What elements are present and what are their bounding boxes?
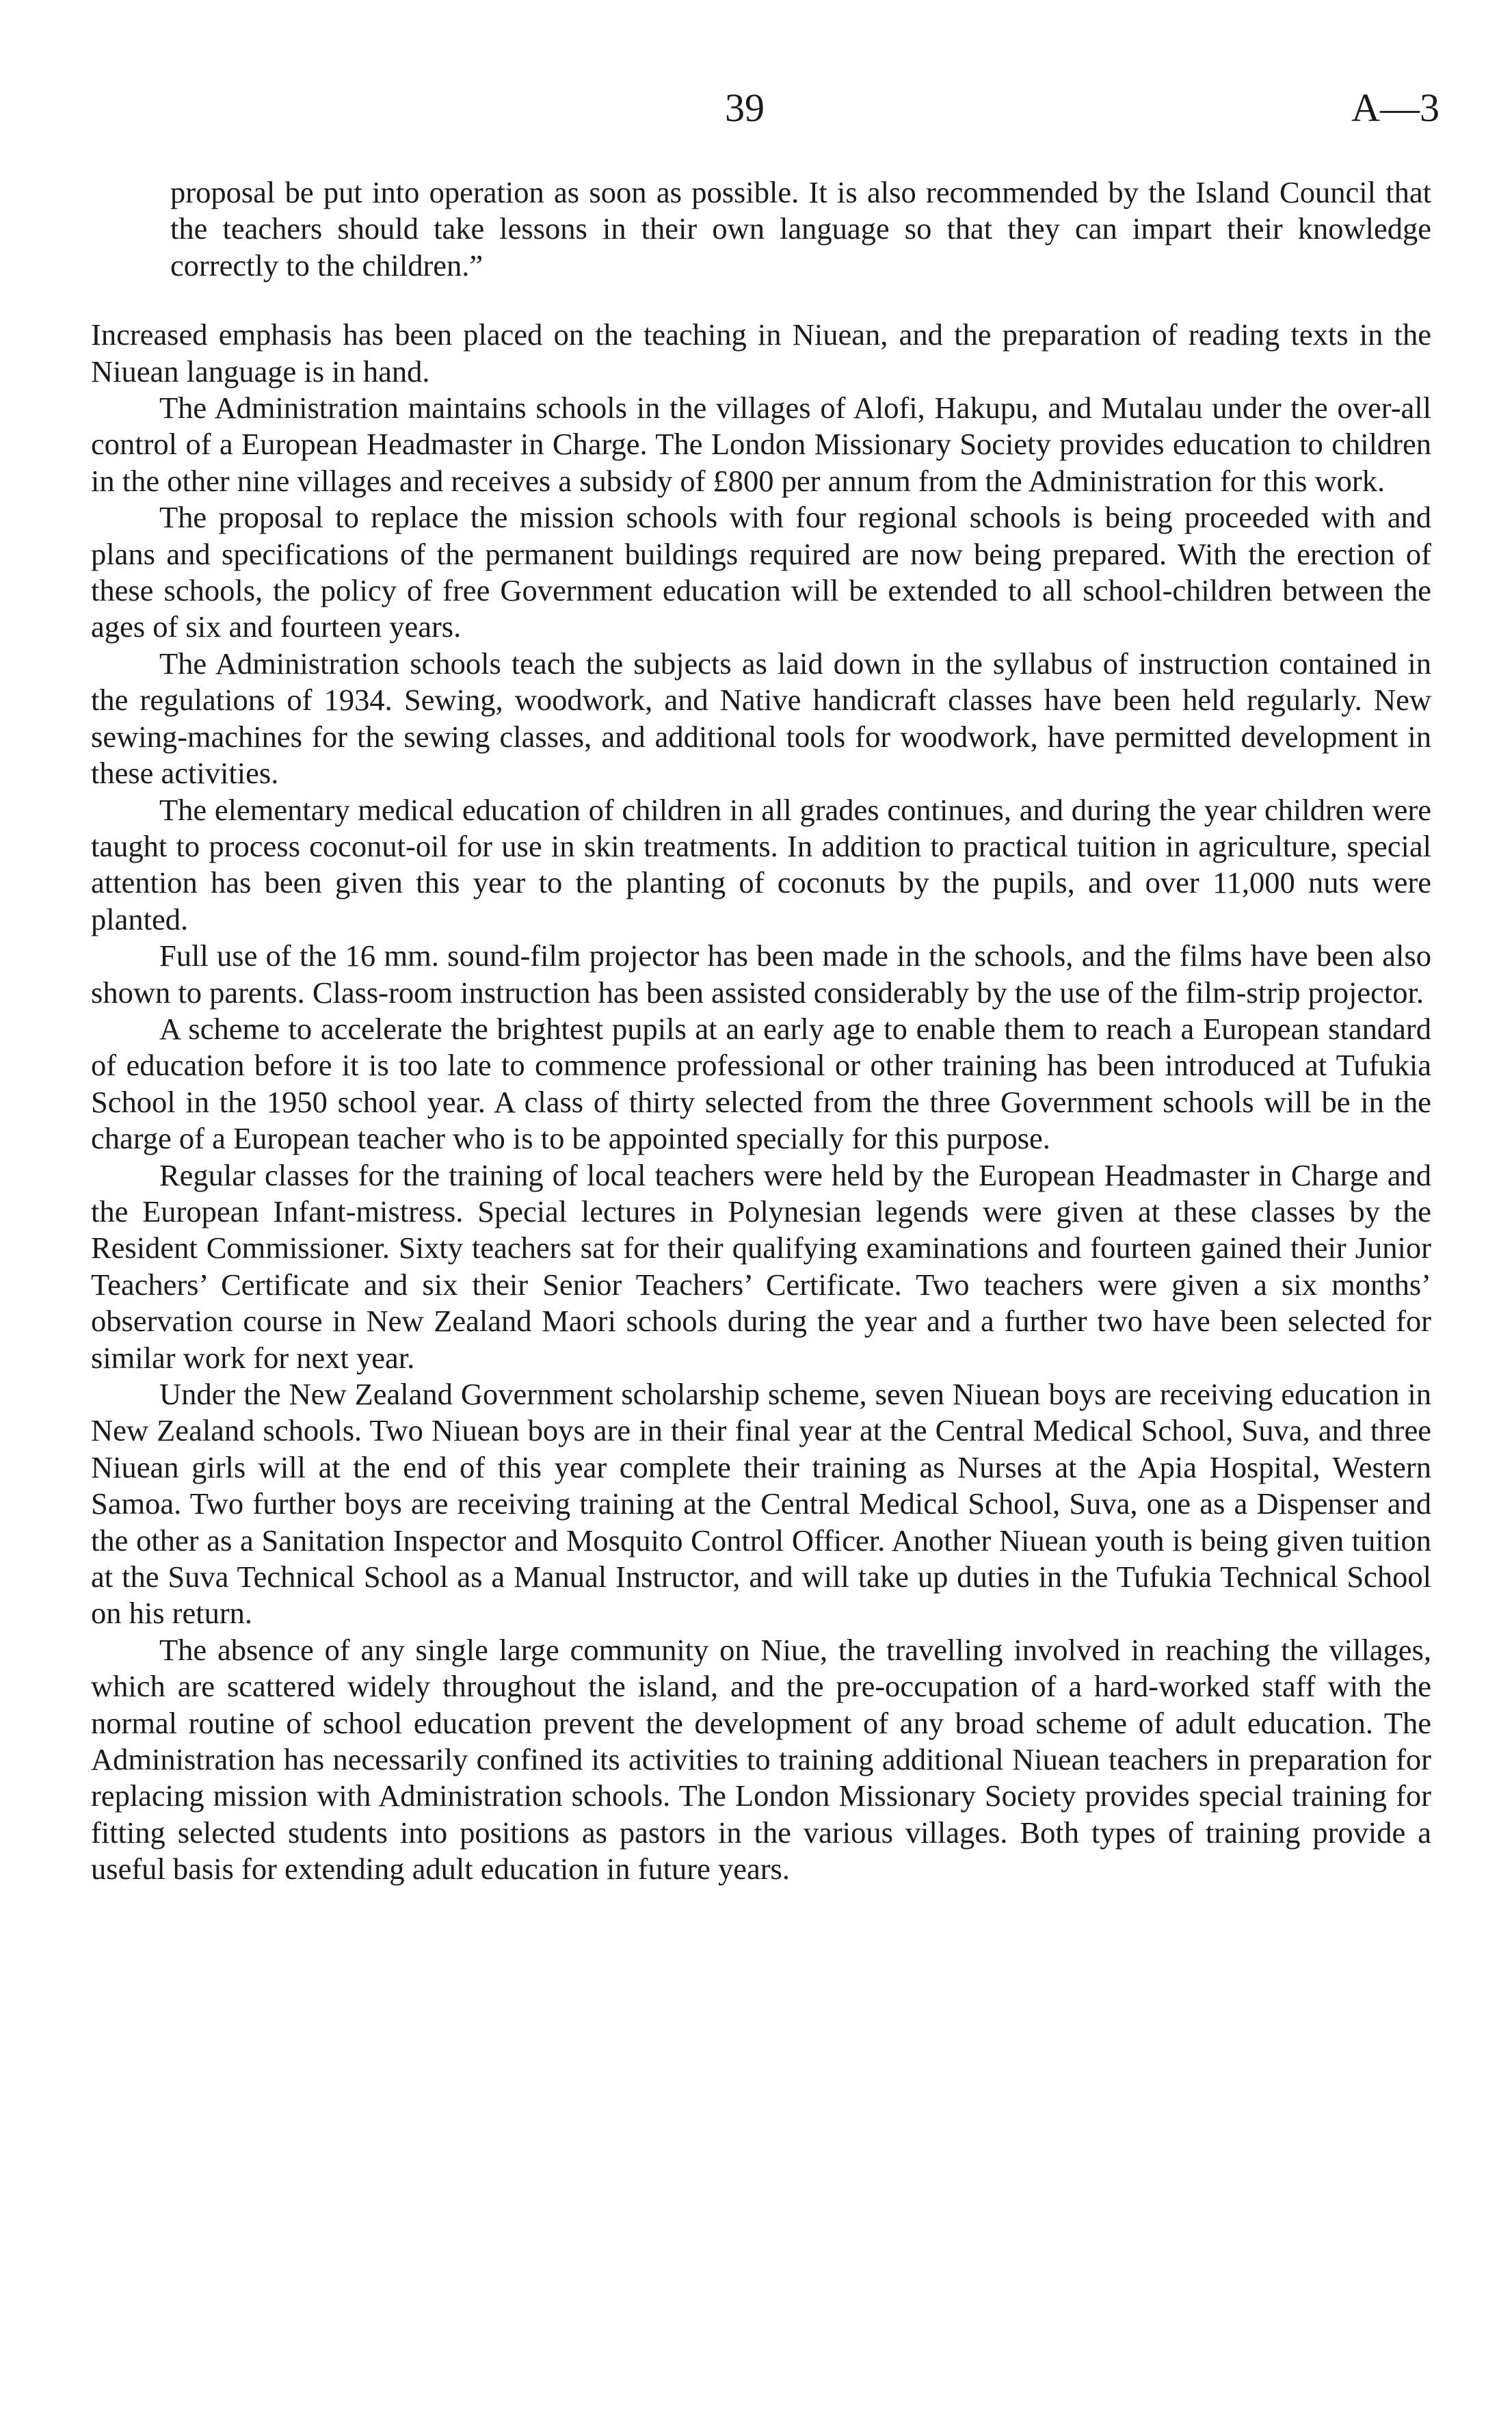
paragraph-administration-schools: The Administration maintains schools in the villages of Alofi, Hakupu, and Mutalau under the over-all control of a European Headmaster in Charge. The London Missionary Society provides education to children in the other nine villages and receives a subsidy of £800 per annum from the Administration for this work. xyxy=(91,391,1431,498)
paragraph-adult-education: The absence of any single large community on Niue, the travelling involved in reaching the villages, which are scattered widely throughout the island, and the pre-occupation of a hard-worked staff with the normal routine of school education prevent the development of any broad scheme of adult education. The Administration has necessarily confined its activities to training additional Niuean teachers in preparation for replacing mission with Administration schools. The London Missionary Society provides special training for fitting selected students into positions as pastors in the various villages. Both types of training provide a useful basis for extending adult education in future years. xyxy=(91,1632,1431,1887)
paragraph-film-projector: Full use of the 16 mm. sound-film projector has been made in the schools, and the films have been also shown to parents. Class-room instruction has been assisted considerably by the use of the film-strip projector. xyxy=(91,938,1431,1010)
body-text xyxy=(91,174,1431,1888)
paragraph-syllabus: The Administration schools teach the subjects as laid down in the syllabus of instruction contained in the regulations of 1934. Sewing, woodwork, and Native handicraft classes have been held regularly. New sewing-machines for the sewing classes, and additional tools for woodwork, have permitted development in these activities. xyxy=(91,646,1431,791)
paragraph-niuean-teaching: Increased emphasis has been placed on the teaching in Niuean, and the preparation of reading texts in the Niuean language is in hand. xyxy=(91,317,1431,389)
quoted-passage: proposal be put into operation as soon as possible. It is also recommended by the Island Council that the teachers should take lessons in their own language so that they can impart their knowledge correctly to the children.” xyxy=(170,175,1431,282)
page-number: 39 xyxy=(725,86,765,130)
paragraph-regional-schools: The proposal to replace the mission schools with four regional schools is being proceeded with and plans and specifications of the permanent buildings required are now being prepared. With the erection of these schools, the policy of free Government education will be extended to all school-children between the ages of six and fourteen years. xyxy=(91,500,1431,644)
page-header xyxy=(0,81,1512,135)
paragraph-scholarships: Under the New Zealand Government scholarship scheme, seven Niuean boys are receiving education in New Zealand schools. Two Niuean boys are in their final year at the Central Medical School, Suva, and three Niuean girls will at the end of this year complete their training as Nurses at the Apia Hospital, Western Samoa. Two further boys are receiving training at the Central Medical School, Suva, one as a Dispenser and the other as a Sanitation Inspector and Mosquito Control Officer. Another Niuean youth is being given tuition at the Suva Technical School as a Manual Instructor, and will take up duties in the Tufukia Technical School on his return. xyxy=(91,1377,1431,1631)
paragraph-teacher-training: Regular classes for the training of local teachers were held by the European Headmaster in Charge and the European Infant-mistress. Special lectures in Polynesian legends were given at these classes by the Resident Commissioner. Sixty teachers sat for their qualifying examinations and fourteen gained their Junior Teachers’ Certificate and six their Senior Teachers’ Certificate. Two teachers were given a six months’ observation course in New Zealand Maori schools during the year and a further two have been selected for similar work for next year. xyxy=(91,1157,1431,1375)
paragraph-medical-education: The elementary medical education of children in all grades continues, and during the year children were taught to process coconut-oil for use in skin treatments. In addition to practical tuition in agriculture, special attention has been given this year to the planting of coconuts by the pupils, and over 11,000 nuts were planted. xyxy=(91,792,1431,936)
document-reference: A—3 xyxy=(1351,86,1440,130)
paragraph-acceleration-scheme: A scheme to accelerate the brightest pupils at an early age to enable them to reach a European standard of education before it is too late to commence professional or other training has been introduced at Tufukia School in the 1950 school year. A class of thirty selected from the three Government schools will be in the charge of a European teacher who is to be appointed specially for this purpose. xyxy=(91,1011,1431,1156)
